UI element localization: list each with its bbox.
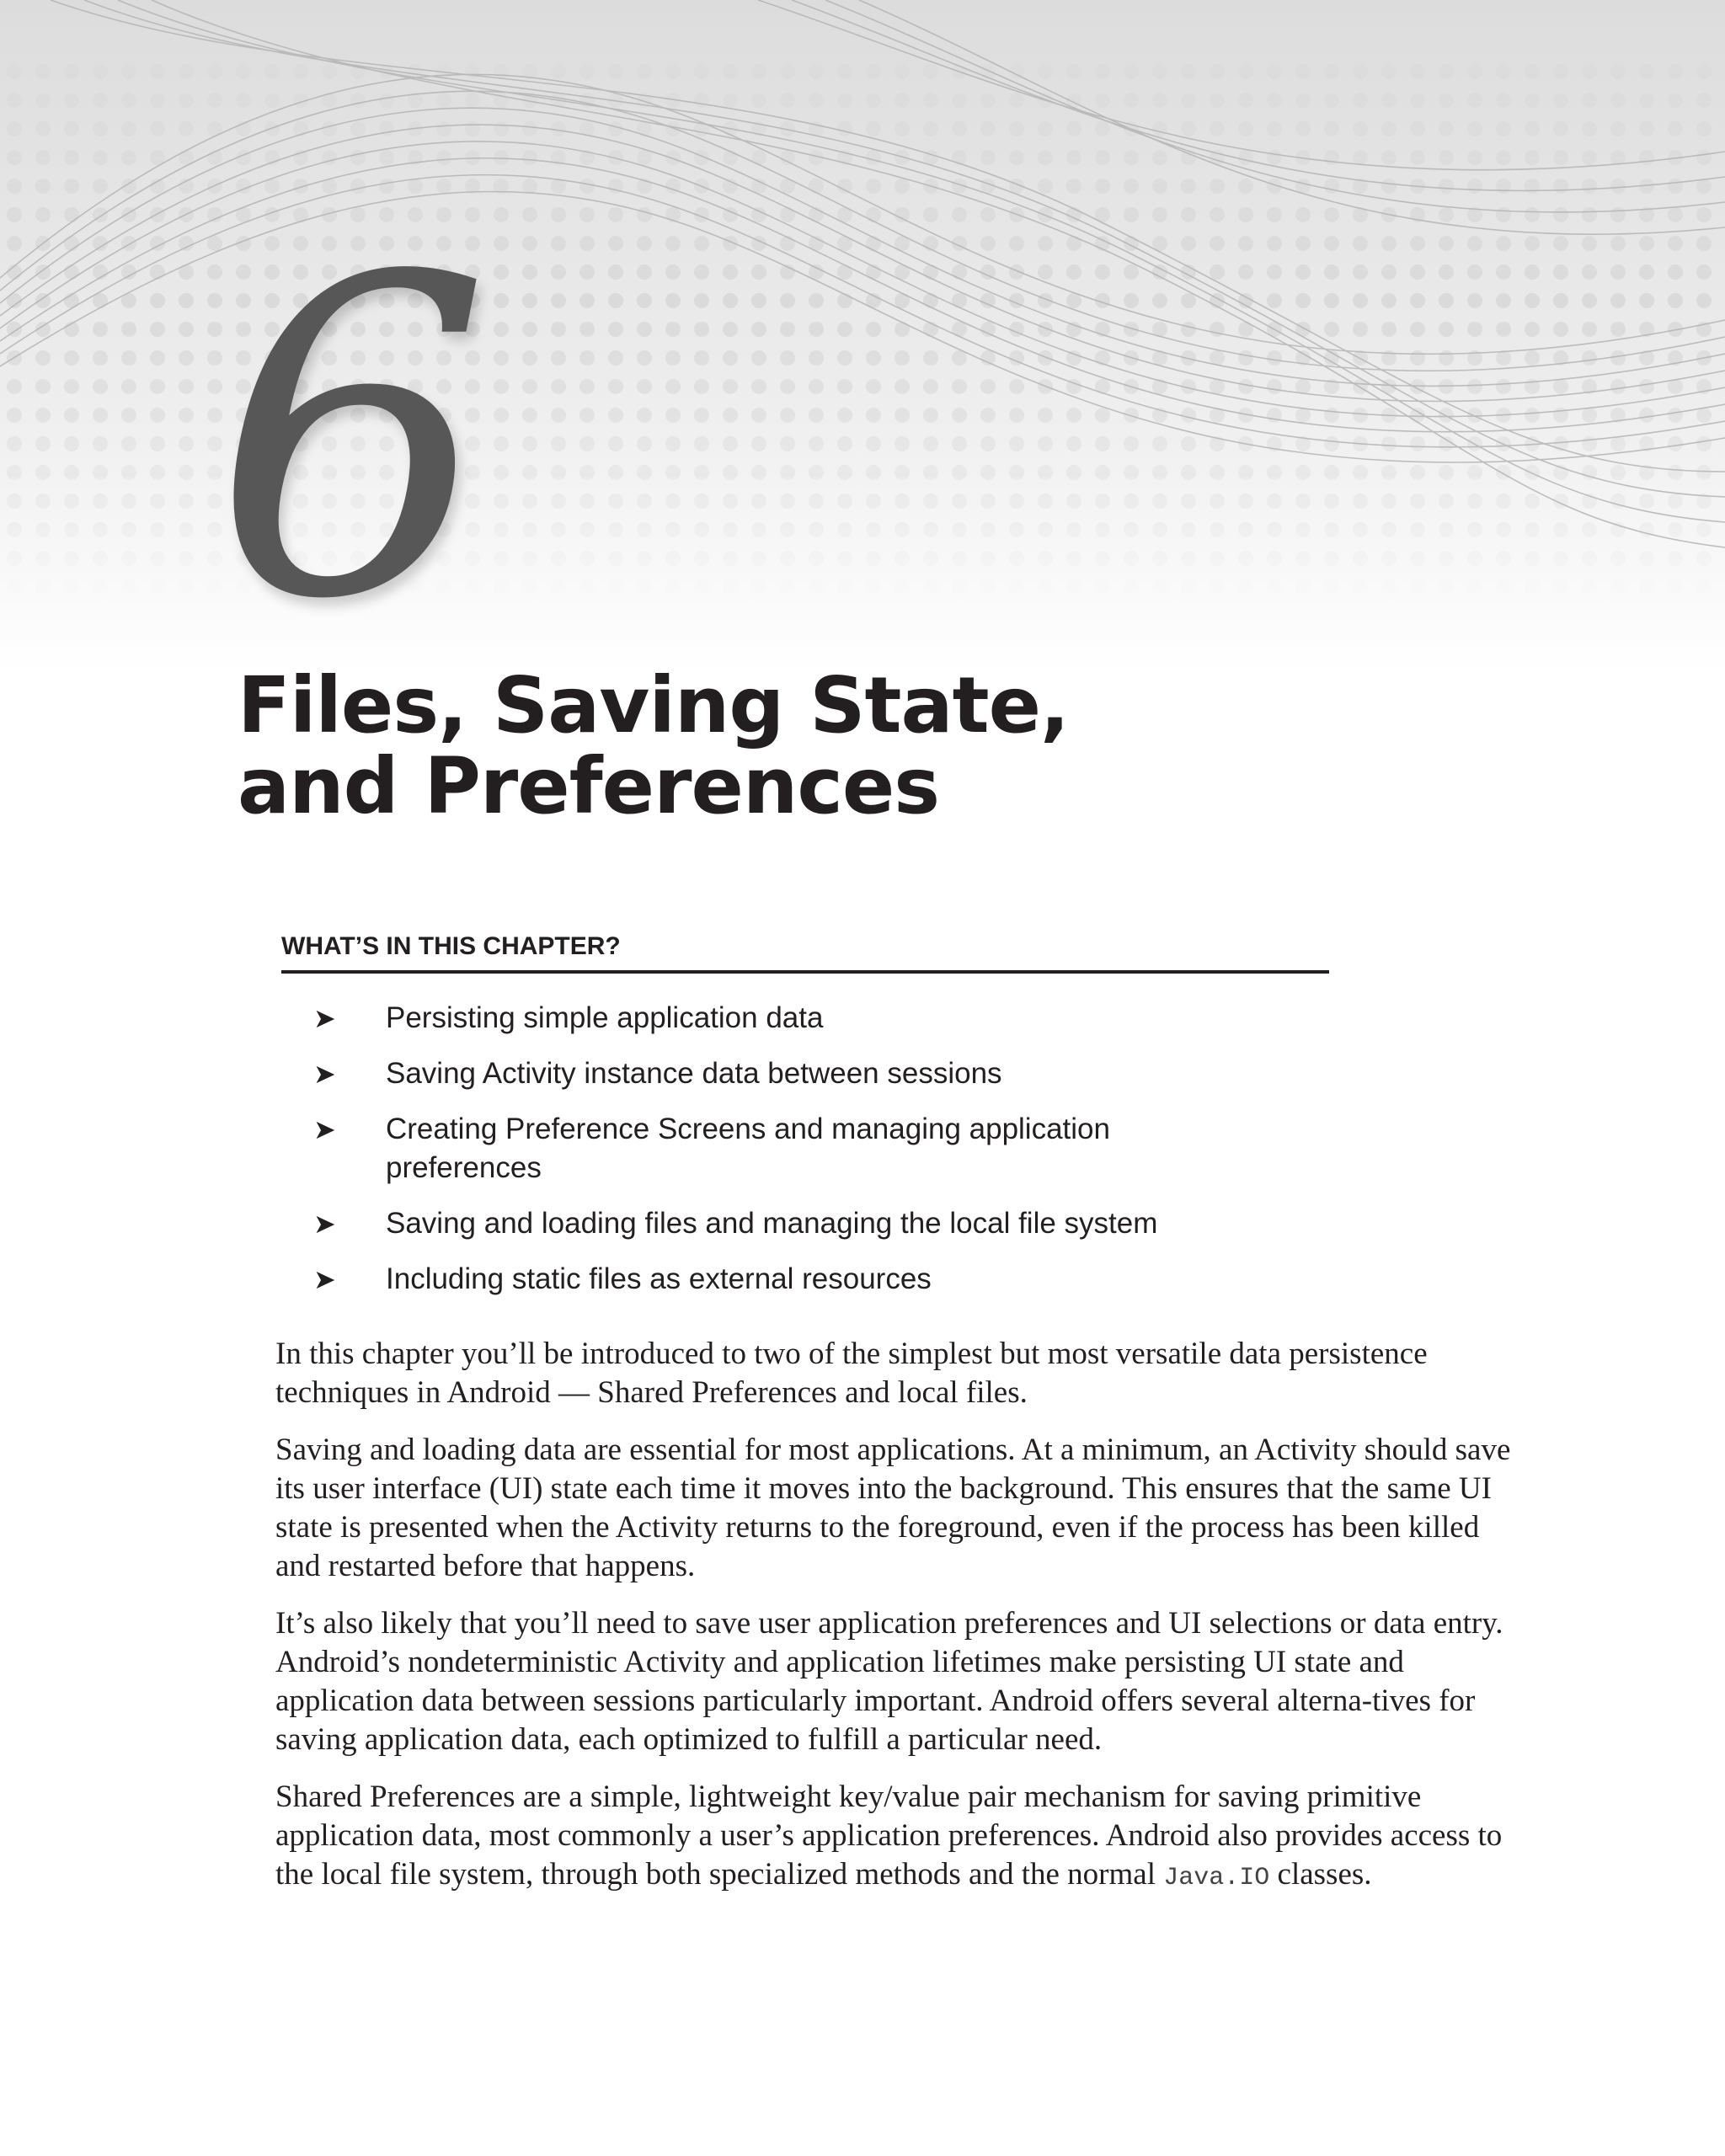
arrow-bullet-icon: ➤ <box>313 1263 336 1295</box>
arrow-bullet-icon: ➤ <box>313 1002 336 1034</box>
whats-in-this-chapter-box <box>281 931 1329 1315</box>
arrow-bullet-icon: ➤ <box>313 1208 336 1240</box>
body-paragraph-4 <box>275 1778 1522 1897</box>
list-item-text: Persisting simple application data <box>386 1001 824 1034</box>
list-item-text: Including static files as external resources <box>386 1262 932 1295</box>
body-paragraph-2: Saving and loading data are essential for most applications. At a minimum, an Activity should save its user interface (UI) state each time it moves into the background. This ensures that the same UI state is presented when the Activity returns to the foreground, even if the process has been killed and restarted before that happens. <box>275 1433 1511 1583</box>
chapter-title-line-2: and Preferences <box>238 741 940 831</box>
body-paragraph-3: It’s also likely that you’ll need to save user application preferences and UI selections or data entry. Android’s nondeterministic Activity and application lifetimes make persisting UI state and application data between sessions particularly important. Android offers several alterna-tives for saving application data, each optimized to fulfill a particular need. <box>275 1606 1503 1757</box>
chapter-title-line-1: Files, Saving State, <box>238 660 1069 750</box>
chapter-body <box>275 1335 1522 1916</box>
list-item <box>281 1110 1194 1187</box>
list-item-text: Creating Preference Screens and managing application preferences <box>386 1113 1110 1184</box>
list-item <box>281 1260 1270 1299</box>
chapter-topics-list <box>281 999 1329 1299</box>
list-item-text: Saving and loading files and managing the local file system <box>386 1207 1158 1240</box>
whats-in-heading: WHAT’S IN THIS CHAPTER? <box>281 931 1329 974</box>
chapter-title <box>238 660 1069 831</box>
body-paragraph-4-text: Shared Preferences are a simple, lightweight key/value pair mechanism for saving primitive application data, most commonly a user’s application preferences. Android also provides access to the local file system, through both specialized methods and the normal <box>275 1780 1503 1892</box>
list-item <box>281 1204 1270 1243</box>
list-item-text: Saving Activity instance data between sessions <box>386 1057 1002 1090</box>
code-java-io: Java.IO <box>1163 1864 1270 1892</box>
chapter-number: 6 <box>212 184 491 695</box>
arrow-bullet-icon: ➤ <box>313 1113 336 1145</box>
list-item <box>281 1054 1270 1093</box>
list-item <box>281 999 1270 1038</box>
body-paragraph-1: In this chapter you’ll be introduced to two of the simplest but most versatile data persistence techniques in Android — Shared Preferences and local files. <box>275 1337 1428 1410</box>
body-paragraph-4-end: classes. <box>1269 1857 1372 1892</box>
arrow-bullet-icon: ➤ <box>313 1058 336 1090</box>
